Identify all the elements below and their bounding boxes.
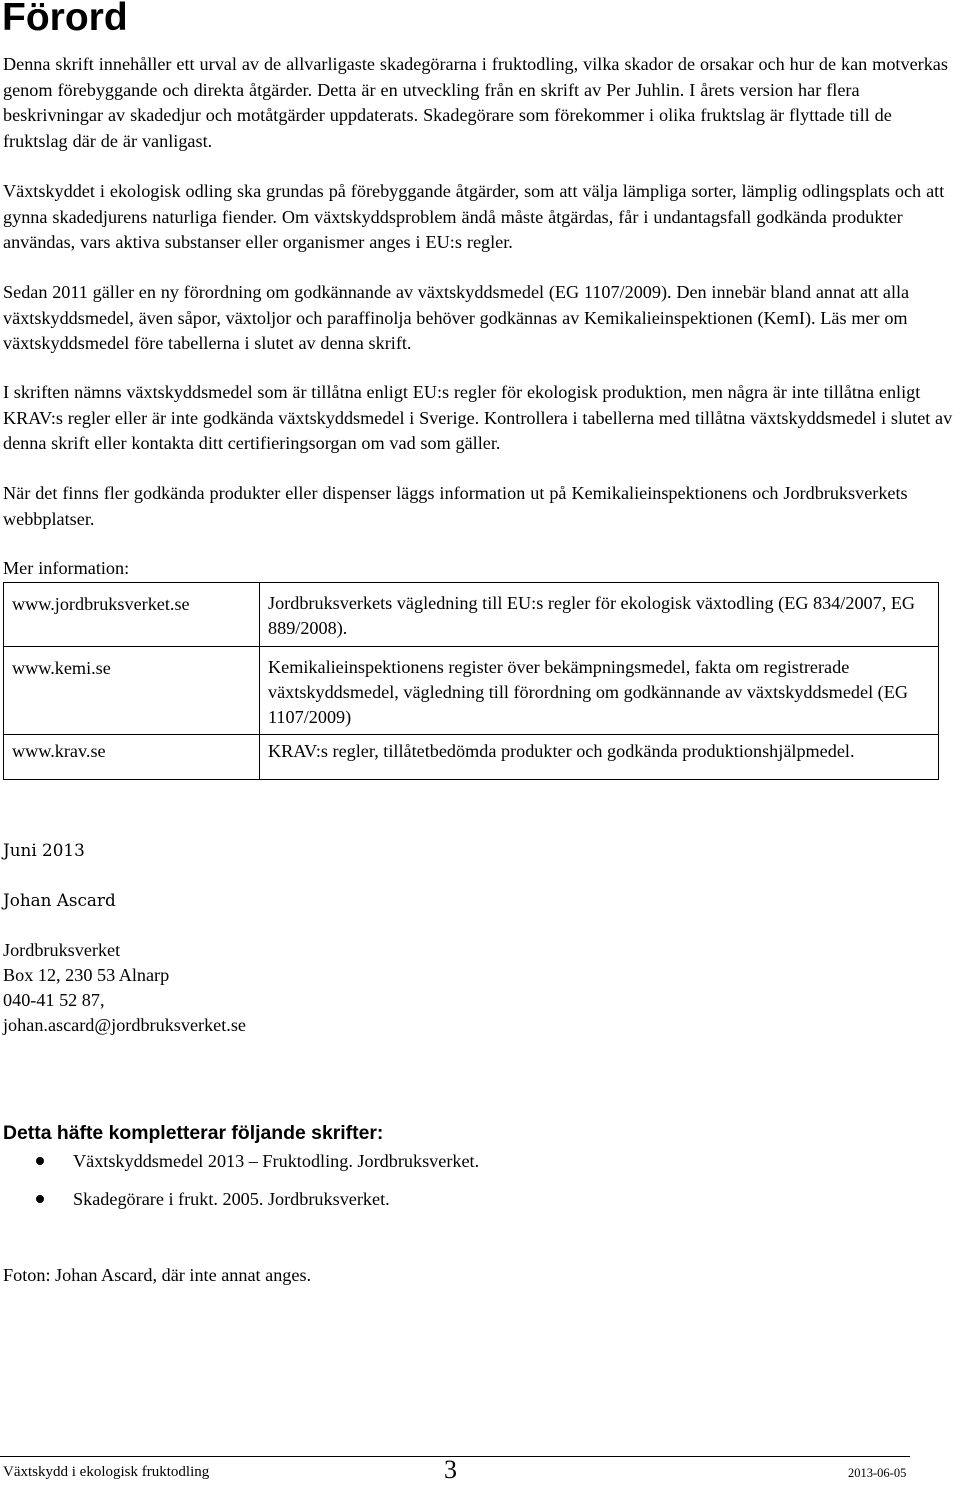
website-link-jordbruksverket[interactable]: www.jordbruksverket.se — [4, 583, 260, 647]
table-row — [4, 647, 939, 735]
list-item-text: Växtskyddsmedel 2013 – Fruktodling. Jordbruksverket. — [73, 1151, 480, 1171]
signature-author: Johan Ascard — [3, 890, 116, 910]
complements-list — [0, 1148, 479, 1224]
website-description: KRAV:s regler, tillåtetbedömda produkter och godkända produktionshjälpmedel. — [260, 735, 939, 780]
photo-credit: Foton: Johan Ascard, där inte annat anges. — [3, 1265, 312, 1285]
website-link-krav[interactable]: www.krav.se — [4, 735, 260, 780]
website-link-kemi[interactable]: www.kemi.se — [4, 647, 260, 735]
email-address[interactable]: johan.ascard@jordbruksverket.se — [3, 1015, 247, 1035]
list-item — [0, 1148, 479, 1186]
footer-title: Växtskydd i ekologisk fruktodling — [3, 1464, 210, 1480]
contact-address — [3, 938, 246, 1038]
page-number: 3 — [444, 1455, 457, 1484]
postal-address: Box 12, 230 53 Alnarp — [3, 965, 170, 985]
page-title: Förord — [2, 0, 128, 39]
list-item — [0, 1186, 479, 1224]
paragraph-allowed-products: I skriften nämns växtskyddsmedel som är tillåtna enligt EU:s regler för ekologisk produktion, men några är inte tillåtna enligt KRAV:s regler eller är inte godkända växtskyddsmedel i Sverige. Kontrollera i tabellerna med tillåtna växtskyddsmedel i slutet av denna skrift eller kontakta ditt certifieringsorgan om vad som gäller. — [3, 382, 953, 453]
footer-date: 2013-06-05 — [848, 1466, 907, 1480]
organization-name: Jordbruksverket — [3, 940, 121, 960]
bullet-icon — [36, 1157, 44, 1165]
website-description: Jordbruksverkets vägledning till EU:s regler för ekologisk växtodling (EG 834/2007, EG 889/2008). — [260, 583, 939, 647]
bullet-icon — [36, 1195, 44, 1203]
paragraph-preventive-protection: Växtskyddet i ekologisk odling ska grundas på förebyggande åtgärder, som att välja lämpliga sorter, lämplig odlingsplats och att gynna skadedjurens naturliga fiender. Om växtskyddsproblem ändå måste åtgärdas, får i undantagsfall godkända produkter användas, vars aktiva substanser eller organismer anges i EU:s regler. — [3, 181, 945, 252]
table-row — [4, 583, 939, 647]
table-row — [4, 735, 939, 780]
complements-heading: Detta häfte kompletterar följande skrifter: — [3, 1122, 384, 1144]
more-info-table — [3, 582, 939, 780]
list-item-text: Skadegörare i frukt. 2005. Jordbruksverket. — [73, 1189, 390, 1209]
website-description: Kemikalieinspektionens register över bekämpningsmedel, fakta om registrerade växtskyddsmedel, vägledning till förordning om godkännande av växtskyddsmedel (EG 1107/2009) — [260, 647, 939, 735]
paragraph-regulation: Sedan 2011 gäller en ny förordning om godkännande av växtskyddsmedel (EG 1107/2009). Den innebär bland annat att alla växtskyddsmedel, även såpor, växtoljor och paraffinolja behöver godkännas av Kemikalieinspektionen (KemI). Läs mer om växtskyddsmedel före tabellerna i slutet av denna skrift. — [3, 282, 910, 353]
signature-date: Juni 2013 — [3, 840, 85, 860]
more-info-label: Mer information: — [3, 558, 130, 578]
intro-paragraph: Denna skrift innehåller ett urval av de allvarligaste skadegörarna i fruktodling, vilka skador de orsakar och hur de kan motverkas genom förebyggande och direkta åtgärder. Detta är en utveckling från en skrift av Per Juhlin. I årets version har flera beskrivningar av skadedjur och motåtgärder uppdaterats. Skadegörare som förekommer i olika fruktslag är flyttade till de fruktslag där de är vanligast. — [3, 54, 948, 151]
paragraph-dispensations: När det finns fler godkända produkter eller dispenser läggs information ut på Kemikalieinspektionens och Jordbruksverkets webbplatser. — [3, 483, 908, 529]
phone-number: 040-41 52 87, — [3, 990, 105, 1010]
